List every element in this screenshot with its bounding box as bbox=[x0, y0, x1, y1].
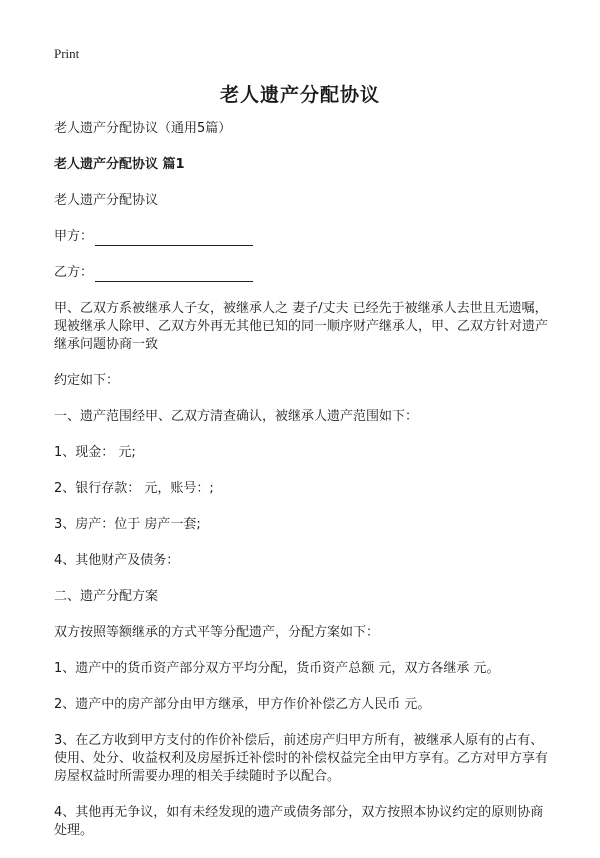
document-subtitle: 老人遗产分配协议（通用5篇） bbox=[54, 121, 232, 136]
estate-item-1: 1、现金： 元; bbox=[54, 445, 136, 460]
estate-item-2: 2、银行存款： 元，账号：; bbox=[54, 481, 214, 496]
party-b-blank bbox=[95, 267, 253, 282]
party-a-label: 甲方： bbox=[54, 229, 94, 244]
plan-intro: 双方按照等额继承的方式平等分配遗产，分配方案如下： bbox=[54, 625, 380, 640]
party-b-label: 乙方： bbox=[54, 265, 94, 280]
plan-item-1: 1、遗产中的货币资产部分双方平均分配，货币资产总额 元，双方各继承 元。 bbox=[54, 661, 500, 676]
plan-item-2: 2、遗产中的房产部分由甲方继承，甲方作价补偿乙方人民币 元。 bbox=[54, 697, 431, 712]
plan-item-3: 3、在乙方收到甲方支付的作价补偿后，前述房产归甲方所有，被继承人原有的占有、使用、处分、收益权利及房屋拆迁补偿时的补偿权益完全由甲方享有。乙方对甲方享有房屋权益时所需要办理的相关手续随时予以配合。 bbox=[54, 733, 549, 784]
clause-1-title: 一、遗产范围经甲、乙双方清查确认，被继承人遗产范围如下： bbox=[54, 409, 419, 424]
estate-item-3: 3、房产：位于 房产一套; bbox=[54, 517, 201, 532]
plan-item-4: 4、其他再无争议，如有未经发现的遗产或债务部分，双方按照本协议约定的原则协商处理。 bbox=[54, 805, 544, 838]
party-b-line bbox=[54, 264, 554, 282]
clause-2-title: 二、遗产分配方案 bbox=[54, 589, 159, 604]
agreement-intro: 约定如下： bbox=[54, 373, 120, 388]
section-heading: 老人遗产分配协议 篇1 bbox=[54, 157, 185, 172]
estate-item-4: 4、其他财产及债务： bbox=[54, 553, 180, 568]
party-a-line bbox=[54, 228, 554, 246]
print-label[interactable]: Print bbox=[54, 46, 80, 61]
document-title: 老人遗产分配协议 bbox=[219, 84, 380, 106]
document-body bbox=[54, 120, 554, 858]
agreement-name: 老人遗产分配协议 bbox=[54, 193, 159, 208]
intro-paragraph: 甲、乙双方系被继承人子女，被继承人之 妻子/丈夫 已经先于被继承人去世且无遗嘱，现被继承人除甲、乙双方外再无其他已知的同一顺序财产继承人，甲、乙双方针对遗产继承问题协商一致 bbox=[54, 301, 549, 352]
party-a-blank bbox=[95, 231, 253, 246]
